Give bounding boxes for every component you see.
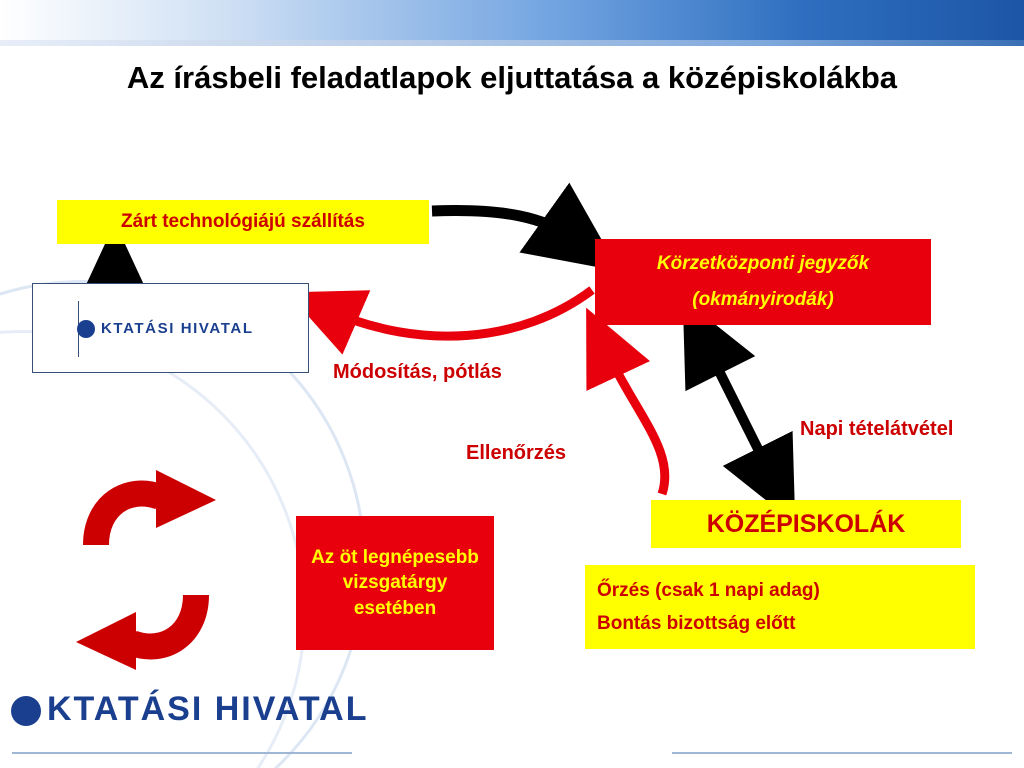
footer-logo-dot-icon — [11, 696, 41, 726]
header-rule — [0, 46, 1024, 48]
page-title: Az írásbeli feladatlapok eljuttatása a középiskolákba — [126, 60, 898, 95]
box-district-notaries[interactable] — [595, 239, 931, 325]
box-high-schools-label: KÖZÉPISKOLÁK — [706, 509, 906, 538]
box-district-notaries-line2: (okmányirodák) — [692, 289, 834, 310]
footer-logo-text: KTATÁSI HIVATAL — [47, 690, 369, 728]
label-modification-replacement: Módosítás, pótlás — [333, 361, 502, 383]
header-gradient-band — [0, 0, 1024, 40]
box-district-notaries-line1: Körzetközponti jegyzők — [656, 252, 870, 274]
box-five-most-popular-subjects-label: Az öt legnépesebb vizsgatárgy esetében — [311, 547, 479, 619]
box-storage-opening[interactable] — [585, 565, 975, 649]
box-closed-technology-transport[interactable] — [57, 200, 429, 244]
box-education-authority-logo — [32, 283, 309, 373]
label-daily-item-pickup: Napi tételátvétel — [800, 418, 954, 440]
footer-rule-right — [672, 752, 1012, 754]
box-storage-line2: Bontás bizottság előtt — [597, 613, 796, 634]
logo-text: KTATÁSI HIVATAL — [101, 320, 254, 337]
box-five-most-popular-subjects[interactable] — [296, 516, 494, 650]
logo-dot-icon — [77, 320, 95, 338]
box-storage-line1: Őrzés (csak 1 napi adag) — [597, 579, 820, 601]
box-high-schools[interactable] — [651, 500, 961, 548]
footer-rule-left — [12, 752, 352, 754]
label-inspection: Ellenőrzés — [466, 442, 567, 464]
box-closed-technology-transport-label: Zárt technológiájú szállítás — [121, 211, 365, 232]
